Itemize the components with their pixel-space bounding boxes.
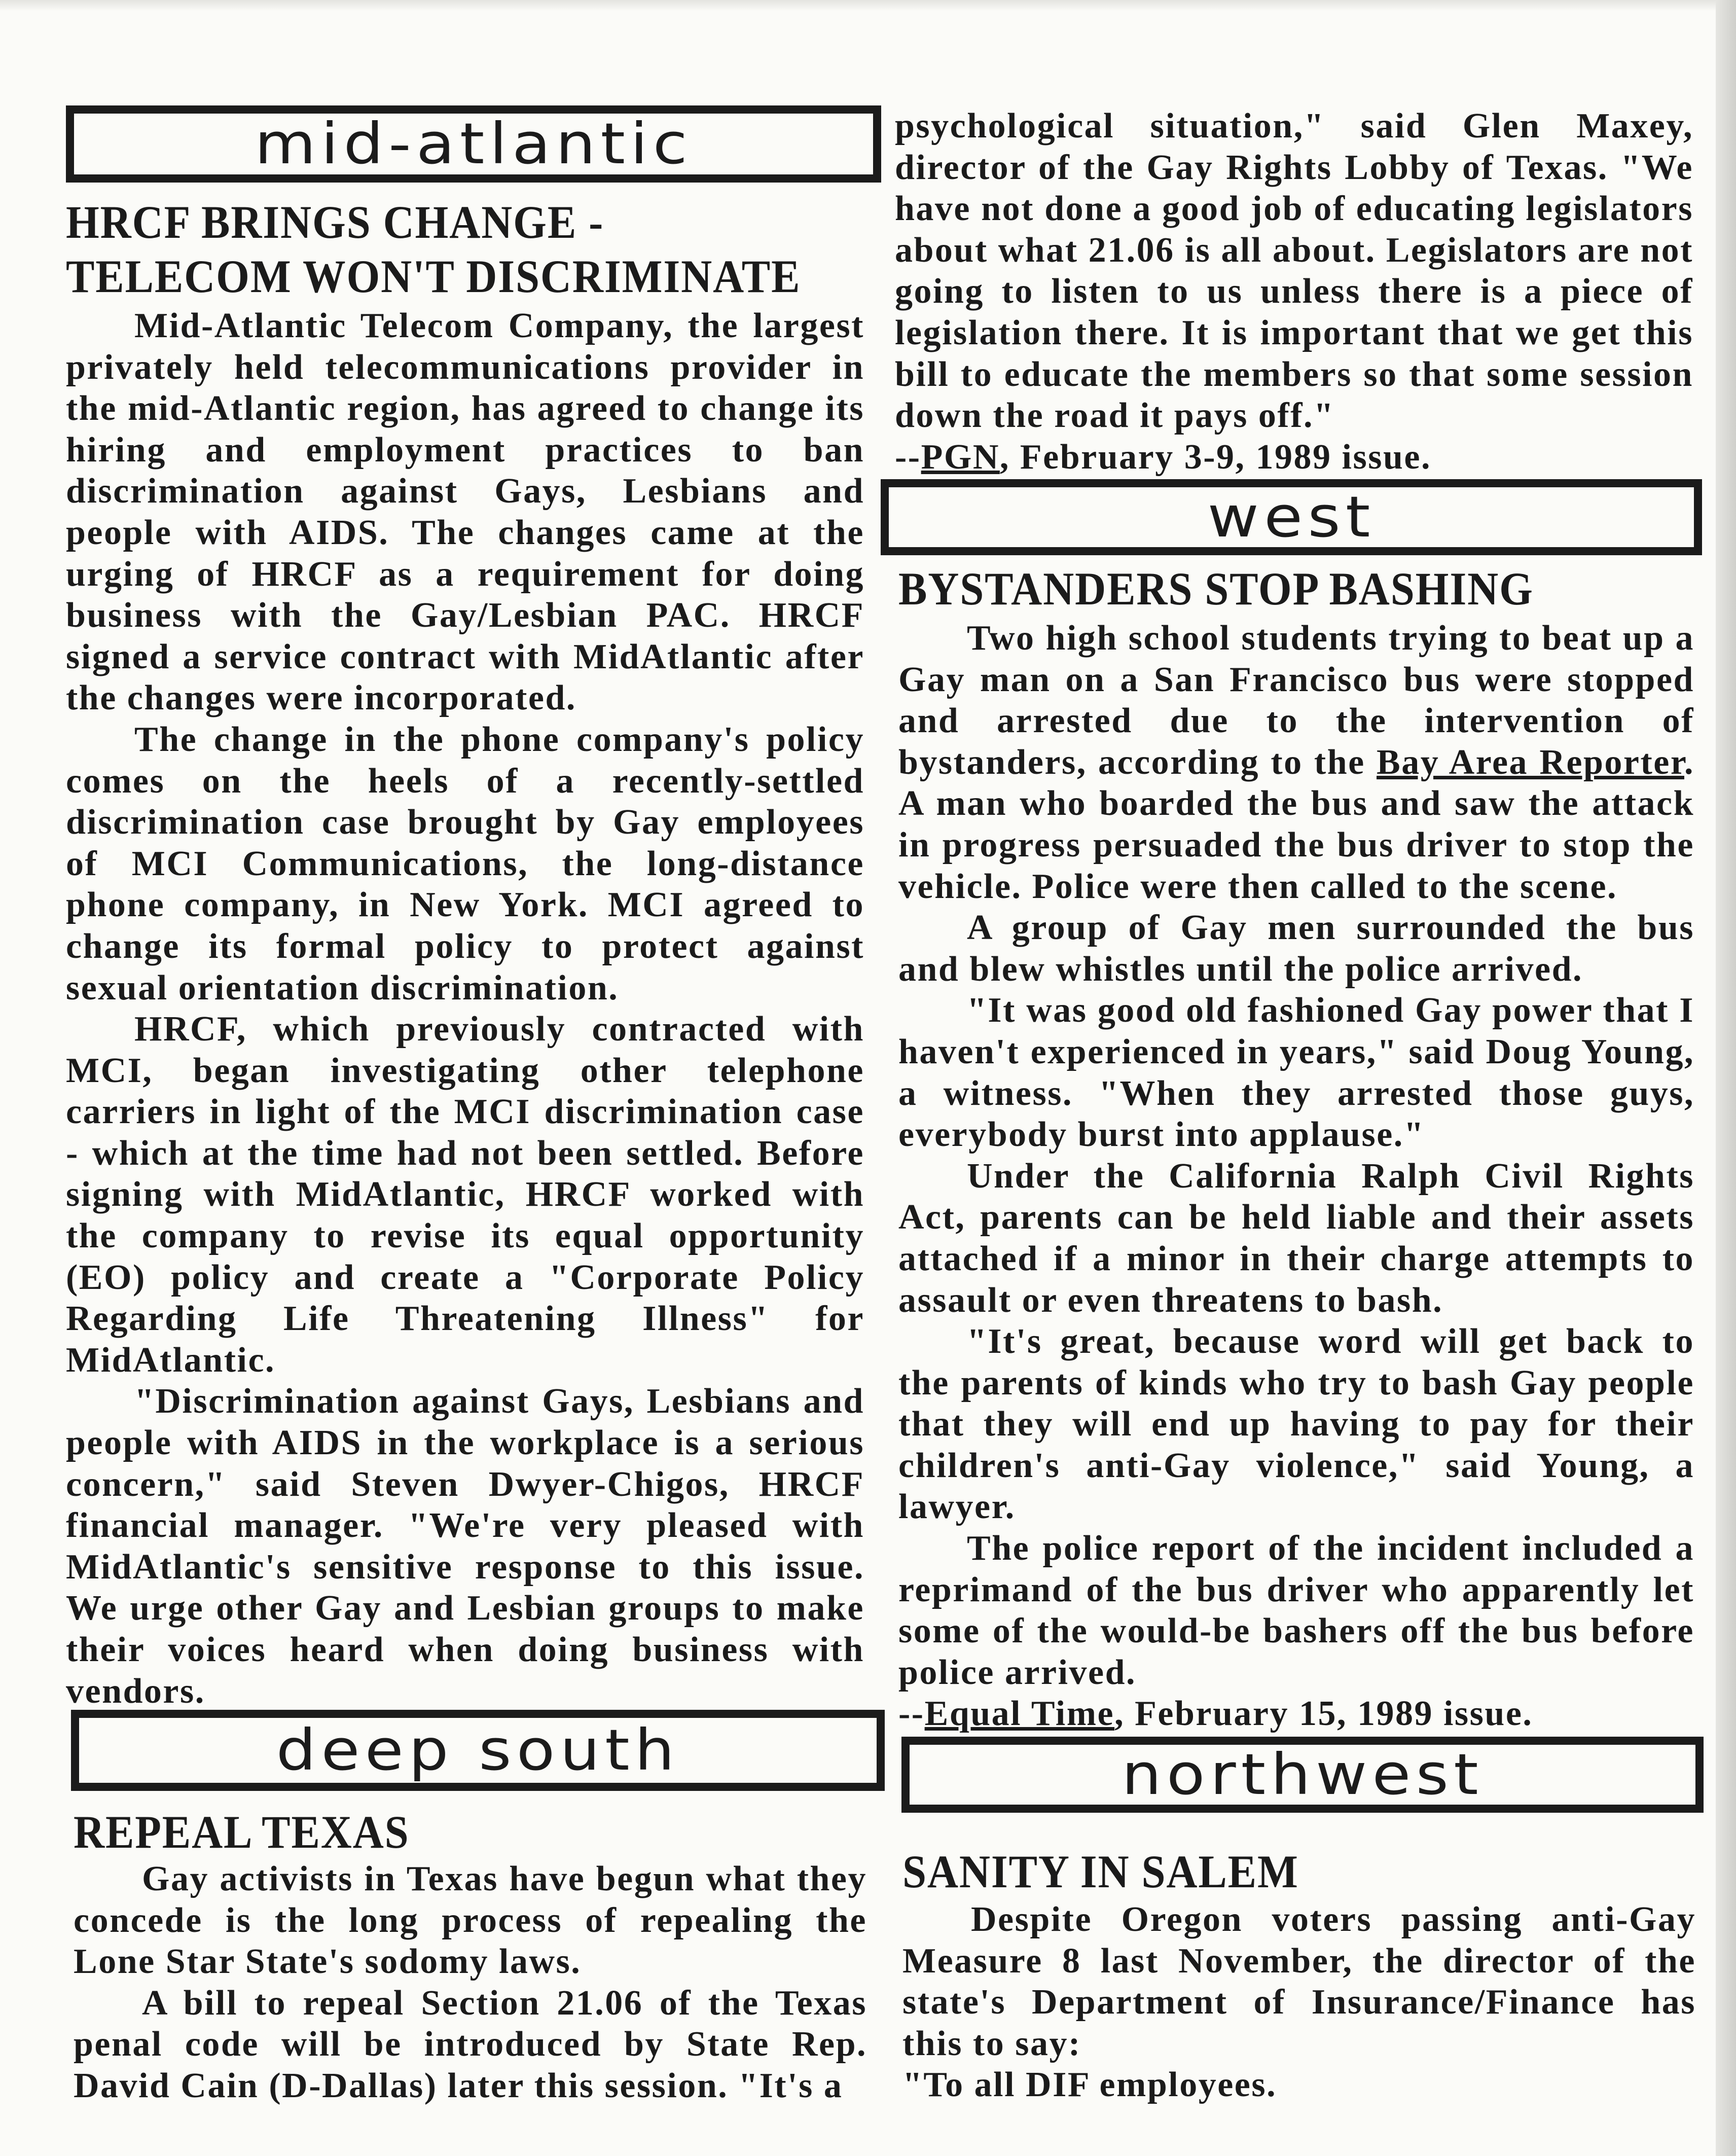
text: . A man who boarded the bus and saw the attack in progress persuaded the bus driver to stop the vehicle. Police were then called to the scene. — [898, 742, 1694, 906]
paragraph: Despite Oregon voters passing anti-Gay Measure 8 last November, the director of the state's Department of Insurance/Finance has this to say: — [902, 1900, 1696, 2063]
headline-repeal-texas: REPEAL TEXAS — [74, 1806, 410, 1858]
article-bystanders-body — [898, 618, 1694, 1735]
article-hrcf-body — [66, 305, 864, 1712]
paragraph: psychological situation," said Glen Maxey, director of the Gay Rights Lobby of Texas. "We have not done a good job of educating legislators about what 21.06 is all about. Legislators are not going to listen to us unless there is a piece of legislation there. It is important that we get this bill to educate the members so that some session down the road it pays off." — [895, 106, 1693, 436]
source-line-equal-time — [898, 1693, 1694, 1735]
issue-date: , February 15, 1989 issue. — [1114, 1694, 1533, 1734]
dash: -- — [895, 437, 921, 477]
paragraph: Mid-Atlantic Telecom Company, the largest privately held telecommunications provider in the mid-Atlantic region, has agreed to change its hiring and employment practices to ban discrimination against Gays, Lesbians and people with AIDS. The changes came at the urging of HRCF as a requirement for doing business with the Gay/Lesbian PAC. HRCF signed a service contract with MidAtlantic after the changes were incorporated. — [66, 306, 864, 718]
section-header-northwest — [901, 1737, 1704, 1813]
paragraph: "It was good old fashioned Gay power that I haven't experienced in years," said Doug Young, a witness. "When they arrested those guys, everybody burst into applause." — [898, 991, 1694, 1155]
quote-start: "To all DIF employees. — [902, 2065, 1277, 2105]
paragraph: "Discrimination against Gays, Lesbians and people with AIDS in the workplace is a serious concern," said Steven Dwyer-Chigos, HRCF financial manager. "We're very pleased with MidAtlantic's sensitive response to this issue. We urge other Gay and Lesbian groups to make their voices heard when doing business with vendors. — [66, 1382, 864, 1711]
source-line-pgn — [895, 437, 1693, 478]
headline-bystanders: BYSTANDERS STOP BASHING — [898, 563, 1534, 615]
section-label: west — [1207, 484, 1376, 550]
article-repeal-texas-body — [74, 1858, 867, 2107]
paragraph: Gay activists in Texas have begun what they concede is the long process of repealing the Lone Star State's sodomy laws. — [74, 1859, 867, 1982]
text: Two high school students trying to beat up a Gay man on a San Francisco bus were stopped and arrested due to the intervention of bystanders, according to the — [898, 619, 1694, 782]
paragraph: The police report of the incident included a reprimand of the bus driver who apparently let some of the would-be bashers off the bus before police arrived. — [898, 1529, 1694, 1692]
paragraph — [898, 618, 1694, 907]
issue-date: , February 3-9, 1989 issue. — [999, 437, 1431, 477]
section-header-west — [881, 479, 1702, 555]
publication-name: PGN — [921, 437, 1000, 477]
page-right-edge — [1716, 0, 1736, 2156]
headline-hrcf-line1: HRCF BRINGS CHANGE - — [66, 196, 604, 248]
page-top-edge — [0, 0, 1736, 11]
article-continuation — [895, 105, 1693, 478]
paragraph: HRCF, which previously contracted with MCI, began investigating other telephone carriers in light of the MCI discrimination case - which at the time had not been settled. Before signing with MidAtlantic, HRCF worked with the company to revise its equal opportunity (EO) policy and create a "Corporate Policy Regarding Life Threatening Illness" for MidAtlantic. — [66, 1010, 864, 1380]
headline-sanity-in-salem: SANITY IN SALEM — [902, 1846, 1299, 1897]
headline-hrcf-line2: TELECOM WON'T DISCRIMINATE — [66, 250, 801, 302]
paragraph: A bill to repeal Section 21.06 of the Texas penal code will be introduced by State Rep. David Cain (D-Dallas) later this session. "It's a — [74, 1983, 867, 2105]
publication-name: Bay Area Reporter — [1377, 742, 1684, 782]
section-label: deep south — [276, 1717, 680, 1783]
dash: -- — [898, 1694, 925, 1734]
publication-name: Equal Time — [924, 1694, 1115, 1734]
paragraph: The change in the phone company's policy comes on the heels of a recently-settled discrimination case brought by Gay employees of MCI Communications, the long-distance phone company, in New York. MCI agreed to change its formal policy to protect against sexual orientation discrimination. — [66, 720, 864, 1008]
section-label: northwest — [1122, 1742, 1484, 1808]
section-header-deep-south — [71, 1710, 885, 1791]
paragraph: A group of Gay men surrounded the bus and blew whistles until the police arrived. — [898, 908, 1694, 989]
article-sanity-body — [902, 1899, 1696, 2106]
paragraph: Under the California Ralph Civil Rights Act, parents can be held liable and their assets attached if a minor in their charge attempts to assault or even threatens to bash. — [898, 1156, 1694, 1320]
section-label: mid-atlantic — [255, 111, 693, 177]
section-header-mid-atlantic — [66, 105, 881, 183]
paragraph: "It's great, because word will get back to the parents of kinds who try to bash Gay people that they will end up having to pay for their children's anti-Gay violence," said Young, a lawyer. — [898, 1322, 1694, 1527]
